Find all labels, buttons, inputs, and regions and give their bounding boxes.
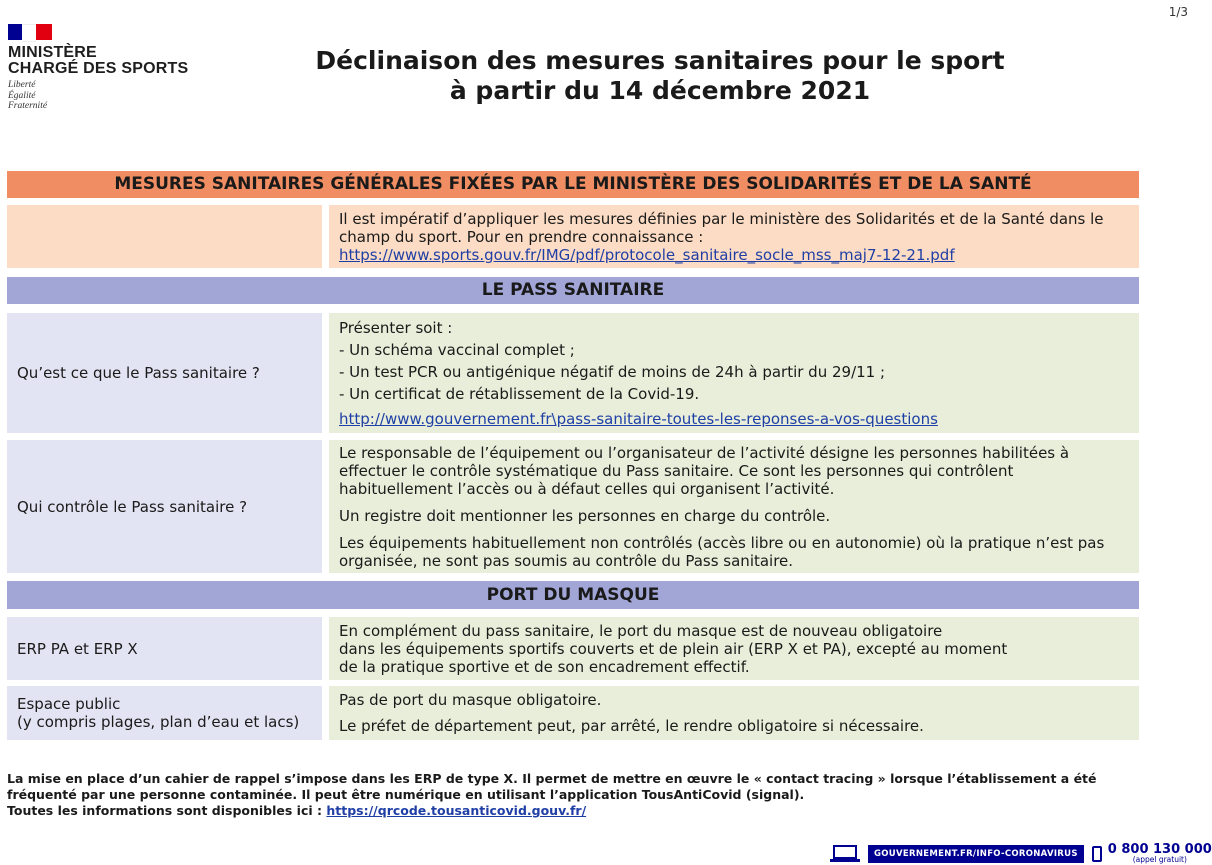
pass-question: Qu’est ce que le Pass sanitaire ? (17, 364, 260, 382)
erp-line: dans les équipements sportifs couverts et de plein air (ERP X et PA), excepté au moment (339, 640, 1008, 658)
public-paragraph: Pas de port du masque obligatoire. (339, 691, 602, 709)
general-label-cell (7, 205, 322, 268)
tousanticovid-link[interactable]: https://qrcode.tousanticovid.gouv.fr/ (326, 803, 587, 818)
pass-line: - Un schéma vaccinal complet ; (339, 341, 575, 359)
masque-row-public (7, 686, 1139, 740)
phone-icon (1092, 846, 1102, 862)
ministry-name (8, 45, 188, 77)
french-flag-icon (8, 24, 52, 40)
section-header-general: MESURES SANITAIRES GÉNÉRALES FIXÉES PAR LE MINISTÈRE DES SOLIDARITÉS ET DE LA SANTÉ (7, 171, 1139, 198)
ministry-logo (8, 24, 188, 112)
pass-row-definition (7, 313, 1139, 433)
ministry-name-line1: MINISTÈRE (8, 44, 97, 61)
gov-info-banner[interactable]: GOUVERNEMENT.FR/INFO-CORONAVIRUS (868, 845, 1084, 863)
title-line2: à partir du 14 décembre 2021 (449, 76, 871, 105)
phone-number[interactable]: 0 800 130 000 (1107, 842, 1212, 857)
control-paragraph: Un registre doit mentionner les personnes en charge du contrôle. (339, 507, 831, 525)
erp-line: de la pratique sportive et de son encadrement effectif. (339, 658, 750, 676)
erp-label-cell (7, 617, 322, 680)
erp-line: En complément du pass sanitaire, le port du masque est de nouveau obligatoire (339, 622, 943, 640)
pass-line: - Un certificat de rétablissement de la Covid-19. (339, 385, 700, 403)
pass-answer-cell (329, 313, 1139, 433)
phone-note: (appel gratuit) (1132, 855, 1187, 864)
control-question: Qui contrôle le Pass sanitaire ? (17, 497, 248, 516)
motto-liberte: Liberté (8, 80, 36, 90)
control-question-cell (7, 440, 322, 573)
protocol-link[interactable]: https://www.sports.gouv.fr/IMG/pdf/protocole_sanitaire_socle_mss_maj7-12-21.pdf (339, 246, 955, 264)
public-label-cell (7, 686, 322, 740)
footer-note (7, 771, 1147, 819)
general-content-cell (329, 205, 1139, 268)
pass-row-control (7, 440, 1139, 573)
phone-block (1108, 843, 1212, 864)
section-header-masque: PORT DU MASQUE (7, 581, 1139, 609)
masque-row-erp (7, 617, 1139, 680)
control-answer-cell (329, 440, 1139, 573)
document-title (300, 46, 1020, 106)
motto-fraternite: Fraternité (8, 101, 48, 111)
erp-content-cell (329, 617, 1139, 680)
title-line1: Déclinaison des mesures sanitaires pour le sport (315, 46, 1005, 75)
general-text: Il est impératif d’appliquer les mesures définies par le ministère des Solidarités et de la Santé dans le champ du sport. Pour en prendre connaissance : (339, 210, 1104, 246)
pass-line: Présenter soit : (339, 319, 453, 337)
public-paragraph: Le préfet de département peut, par arrêté, le rendre obligatoire si nécessaire. (339, 717, 924, 735)
computer-monitor-icon (832, 845, 858, 863)
footer-bar (832, 843, 1212, 864)
public-label-line2: (y compris plages, plan d’eau et lacs) (17, 713, 300, 731)
general-measures-row (7, 205, 1139, 268)
ministry-name-line2: CHARGÉ DES SPORTS (8, 60, 189, 77)
info-label: Toutes les informations sont disponibles ici : (7, 803, 323, 818)
pass-question-cell (7, 313, 322, 433)
motto-egalite: Égalité (8, 90, 36, 101)
contact-tracing-note: La mise en place d’un cahier de rappel s’impose dans les ERP de type X. Il permet de mettre en œuvre le « contact tracing » lorsque l’établissement a été fréquenté par une personne contaminée. Il peut être numérique en utilisant l’application TousAntiCovid (signal). (7, 771, 1097, 802)
pass-info-link[interactable]: http://www.gouvernement.fr\pass-sanitaire-toutes-les-reponses-a-vos-questions (339, 410, 938, 428)
control-paragraph: Les équipements habituellement non contrôlés (accès libre ou en autonomie) où la pratique n’est pas organisée, ne sont pas soumis au contrôle du Pass sanitaire. (339, 534, 1105, 570)
public-label-line1: Espace public (17, 695, 121, 713)
republic-motto (8, 80, 188, 112)
pass-line: - Un test PCR ou antigénique négatif de moins de 24h à partir du 29/11 ; (339, 363, 886, 381)
page-number: 1/3 (1168, 5, 1188, 19)
erp-label: ERP PA et ERP X (17, 639, 138, 658)
control-paragraph: Le responsable de l’équipement ou l’organisateur de l’activité désigne les personnes habilitées à effectuer le contrôle systématique du Pass sanitaire. Ce sont les personnes qui contrôlent habituellement l’accès ou à défaut celles qui organisent l’activité. (339, 444, 1070, 498)
section-header-pass: LE PASS SANITAIRE (7, 277, 1139, 304)
public-content-cell (329, 686, 1139, 740)
